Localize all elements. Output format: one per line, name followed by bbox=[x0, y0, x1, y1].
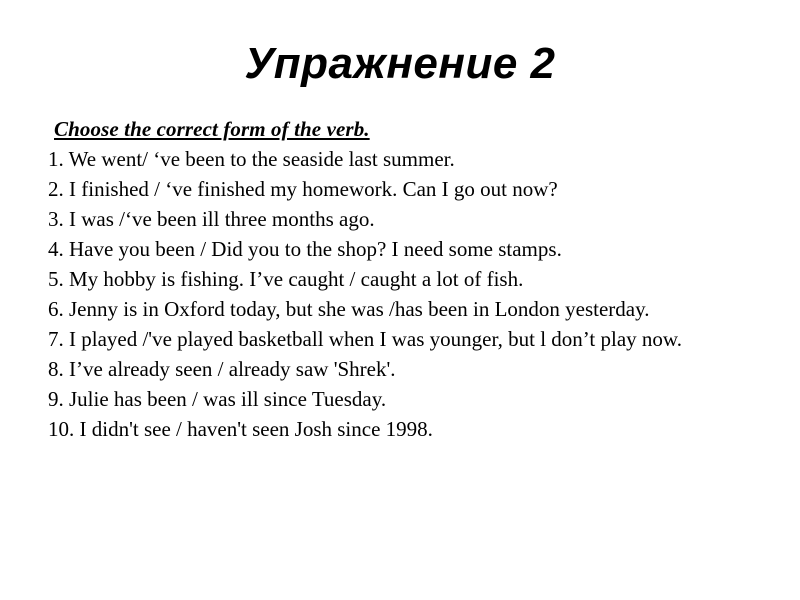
exercise-item-7: 7. I played /'ve played basketball when I was younger, but l don’t play now. bbox=[48, 327, 682, 351]
exercise-item-10: 10. I didn't see / haven't seen Josh since 1998. bbox=[48, 417, 433, 441]
exercise-item-4: 4. Have you been / Did you to the shop? I need some stamps. bbox=[48, 237, 562, 261]
exercise-item-1: 1. We went/ ‘ve been to the seaside last summer. bbox=[48, 147, 455, 171]
exercise-list bbox=[48, 144, 748, 444]
instruction-text: Choose the correct form of the verb. bbox=[54, 117, 370, 141]
exercise-item-9: 9. Julie has been / was ill since Tuesday. bbox=[48, 387, 387, 411]
exercise-item-3: 3. I was /‘ve been ill three months ago. bbox=[48, 207, 375, 231]
slide-title: Упражнение 2 bbox=[244, 39, 556, 88]
exercise-item-5: 5. My hobby is fishing. I’ve caught / caught a lot of fish. bbox=[48, 267, 524, 291]
exercise-item-8: 8. I’ve already seen / already saw 'Shrek'. bbox=[48, 357, 396, 381]
exercise-item-6: 6. Jenny is in Oxford today, but she was /has been in London yesterday. bbox=[48, 297, 650, 321]
exercise-body bbox=[48, 114, 748, 444]
exercise-item-2: 2. I finished / ‘ve finished my homework. Can I go out now? bbox=[48, 177, 558, 201]
